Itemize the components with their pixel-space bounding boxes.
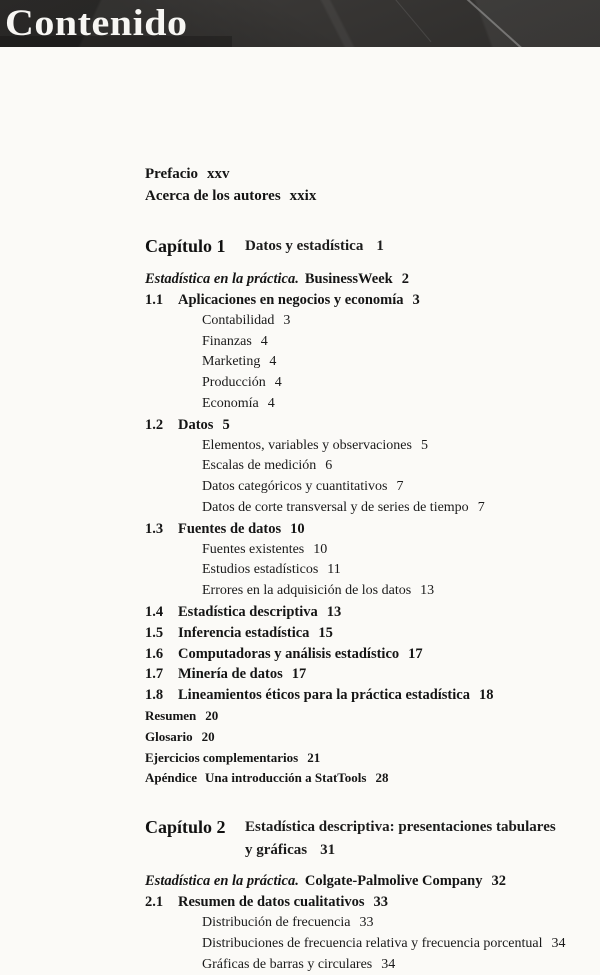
subsection-title: Marketing	[202, 354, 261, 370]
statistics-in-practice-entry	[145, 871, 600, 892]
page-number: 17	[291, 666, 307, 683]
entry-label: Ejercicios complementarios	[145, 749, 299, 765]
section-number: 1.2	[145, 416, 164, 433]
chapter-title-text: Datos y estadística	[245, 238, 364, 254]
section-title: Estadística descriptiva	[178, 603, 318, 620]
section-title: Datos	[178, 416, 214, 433]
chapter-back-matter	[145, 727, 600, 748]
toc-section	[145, 519, 600, 540]
page-number: 32	[491, 873, 506, 890]
section-title: Aplicaciones en negocios y economía	[178, 292, 404, 308]
section-title: Lineamientos éticos para la práctica estadística	[178, 687, 470, 704]
page-number: 17	[408, 645, 423, 662]
chapter-2-heading	[145, 816, 600, 862]
subsection-title: Datos de corte transversal y de series de tiempo	[202, 499, 469, 515]
toc-subsection	[145, 373, 600, 394]
subsection-title: Escalas de medición	[202, 458, 317, 474]
front-matter-entry	[145, 163, 600, 185]
section-number: 1.5	[145, 624, 164, 641]
page-number: 1	[376, 238, 384, 254]
toc-section	[145, 623, 600, 644]
section-number: 1.3	[145, 520, 164, 537]
page-number: 3	[412, 292, 420, 308]
section-title: Inferencia estadística	[178, 624, 310, 641]
chapter-title-text: y gráficas	[245, 842, 308, 859]
chapter-label: Capítulo 2	[145, 817, 226, 838]
banner-texture-streak	[386, 0, 432, 42]
toc-subsection	[145, 477, 600, 498]
page-number: xxix	[289, 188, 317, 204]
statistics-in-practice-entry	[145, 269, 600, 290]
page-title: Contenido	[5, 3, 188, 44]
page-number: 6	[325, 458, 333, 474]
entry-label: Resumen	[145, 707, 197, 723]
section-number: 1.1	[145, 292, 164, 308]
appendix-title: Una introducción a StatTools	[205, 770, 367, 786]
toc-subsection	[145, 498, 600, 519]
toc-section	[145, 644, 600, 665]
toc-section	[145, 892, 600, 913]
page-number: 5	[222, 416, 230, 433]
page-number: 21	[307, 749, 321, 765]
page-header-banner	[0, 0, 600, 47]
section-title: Resumen de datos cualitativos	[178, 894, 365, 911]
section-number: 2.1	[145, 894, 164, 911]
company-name: BusinessWeek	[304, 271, 393, 287]
banner-texture-streak	[467, 0, 528, 47]
section-number: 1.8	[145, 687, 164, 704]
chapter-label: Capítulo 1	[145, 236, 226, 256]
chapter-back-matter	[145, 706, 600, 727]
chapter-title	[245, 816, 556, 862]
page-number: 18	[478, 687, 494, 704]
section-title: Minería de datos	[178, 666, 283, 683]
section-title: Computadoras y análisis estadístico	[178, 645, 400, 662]
subsection-title: Economía	[202, 395, 259, 411]
series-label: Estadística en la práctica.	[145, 873, 299, 890]
subsection-title: Distribución de frecuencia	[202, 914, 351, 930]
page-number: 5	[420, 437, 428, 453]
toc-section	[145, 290, 600, 311]
subsection-title: Estudios estadísticos	[202, 562, 319, 578]
entry-label: Glosario	[145, 728, 193, 744]
page-number: 10	[290, 520, 305, 537]
page-number: 13	[326, 603, 342, 620]
subsection-title: Distribuciones de frecuencia relativa y frecuencia porcentual	[202, 935, 543, 951]
toc-section	[145, 415, 600, 436]
page-number: 34	[551, 935, 566, 951]
toc-section	[145, 685, 600, 706]
toc-subsection	[145, 934, 600, 955]
table-of-contents	[145, 163, 600, 975]
chapter-title	[245, 234, 384, 258]
subsection-title: Errores en la adquisición de los datos	[202, 583, 412, 599]
page-number: 15	[318, 624, 333, 641]
subsection-title: Elementos, variables y observaciones	[202, 437, 412, 453]
toc-subsection	[145, 332, 600, 353]
page-number: 11	[327, 562, 341, 578]
page-number: 33	[359, 914, 374, 930]
page-number: 34	[381, 956, 396, 972]
chapter-title-line-1: Estadística descriptiva: presentaciones tabulares	[245, 819, 556, 836]
section-title: Fuentes de datos	[178, 520, 282, 537]
series-label: Estadística en la práctica.	[145, 271, 299, 287]
subsection-title: Contabilidad	[202, 312, 275, 328]
toc-subsection	[145, 394, 600, 415]
page-number: 33	[373, 894, 388, 911]
toc-subsection	[145, 352, 600, 373]
section-number: 1.4	[145, 603, 164, 620]
subsection-title: Gráficas de barras y circulares	[202, 956, 373, 972]
page-number: 4	[269, 354, 277, 370]
page-number: 3	[283, 312, 291, 328]
toc-subsection	[145, 581, 600, 602]
chapter-title-line-2	[245, 839, 556, 862]
toc-subsection	[145, 456, 600, 477]
toc-subsection	[145, 560, 600, 581]
subsection-title: Producción	[202, 375, 266, 391]
section-number: 1.7	[145, 666, 164, 683]
toc-subsection	[145, 540, 600, 561]
subsection-title: Finanzas	[202, 333, 252, 349]
page-number: 20	[201, 728, 215, 744]
toc-subsection	[145, 913, 600, 934]
subsection-title: Datos categóricos y cuantitativos	[202, 479, 388, 495]
page-number: 20	[205, 707, 219, 723]
page-number: xxv	[207, 166, 230, 182]
page-number: 4	[274, 375, 282, 391]
chapter-back-matter	[145, 748, 600, 769]
toc-section	[145, 602, 600, 623]
page-number: 13	[420, 583, 435, 599]
section-number: 1.6	[145, 645, 164, 662]
page-number: 7	[396, 479, 404, 495]
page-number: 10	[313, 541, 328, 557]
page-number: 2	[401, 271, 409, 287]
front-matter-entry	[145, 185, 600, 207]
entry-label: Apéndice	[145, 770, 197, 786]
page-number: 4	[260, 333, 268, 349]
page-number: 7	[477, 499, 485, 515]
chapter-appendix-entry	[145, 768, 600, 789]
toc-subsection	[145, 311, 600, 332]
page-number: 4	[267, 395, 275, 411]
subsection-title: Fuentes existentes	[202, 541, 305, 557]
toc-section	[145, 664, 600, 685]
entry-label: Prefacio	[145, 166, 199, 182]
page-number: 28	[375, 770, 389, 786]
page-number: 31	[320, 842, 336, 859]
chapter-1-heading	[145, 234, 600, 260]
toc-subsection	[145, 436, 600, 457]
entry-label: Acerca de los autores	[145, 188, 281, 204]
company-name: Colgate-Palmolive Company	[304, 873, 483, 890]
